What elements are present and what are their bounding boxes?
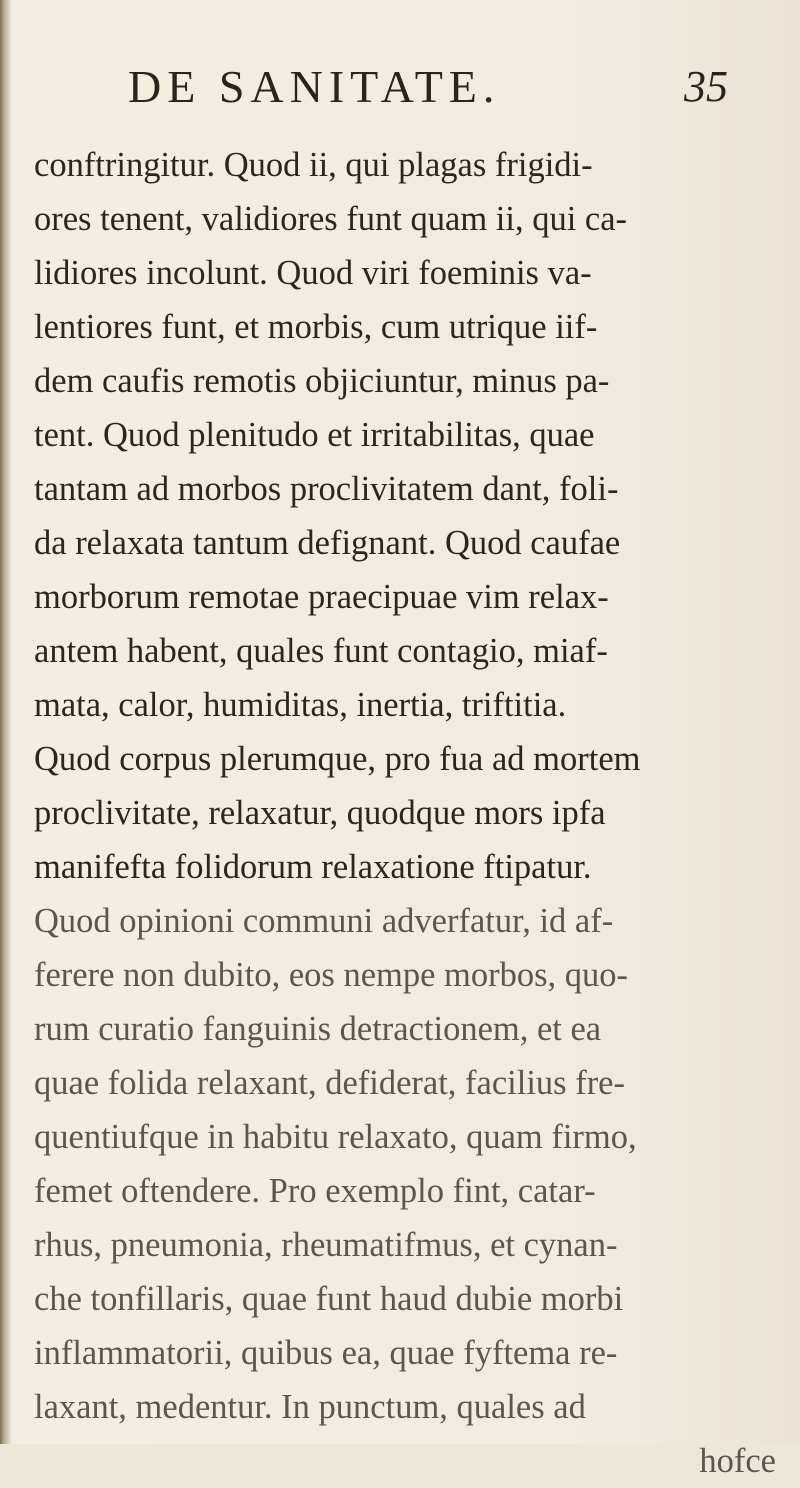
text-line: quae folida relaxant, defiderat, facilius fre- (34, 1064, 625, 1102)
text-line: Quod opinioni communi adverfatur, id af- (34, 902, 614, 940)
text-line: conftringitur. Quod ii, qui plagas frigidi- (34, 146, 593, 184)
text-line: antem habent, quales funt contagio, miaf- (34, 632, 608, 670)
running-head (128, 62, 728, 112)
text-line: dem caufis remotis objiciuntur, minus pa- (34, 362, 610, 400)
running-title: DE SANITATE. (128, 61, 501, 112)
text-line: tantam ad morbos proclivitatem dant, foli- (34, 470, 619, 508)
text-line: laxant, medentur. In punctum, quales ad (34, 1388, 586, 1426)
text-line: Quod corpus plerumque, pro fua ad mortem (34, 740, 641, 778)
text-line: da relaxata tantum defignant. Quod caufae (34, 524, 621, 562)
catchword: hofce (699, 1442, 776, 1480)
text-line: lentiores funt, et morbis, cum utrique iif- (34, 308, 598, 346)
text-line: che tonfillaris, quae funt haud dubie morbi (34, 1280, 624, 1318)
text-line: rhus, pneumonia, rheumatifmus, et cynan- (34, 1226, 618, 1264)
text-line: morborum remotae praecipuae vim relax- (34, 578, 609, 616)
text-line: manifefta folidorum relaxatione ftipatur. (34, 848, 592, 886)
text-line: tent. Quod plenitudo et irritabilitas, quae (34, 416, 595, 454)
text-line: rum curatio fanguinis detractionem, et ea (34, 1010, 602, 1048)
text-line: ferere non dubito, eos nempe morbos, quo- (34, 956, 629, 994)
text-line: ores tenent, validiores funt quam ii, qui ca- (34, 200, 628, 238)
page-gutter-shadow (0, 0, 12, 1444)
text-line: lidiores incolunt. Quod viri foeminis va- (34, 254, 592, 292)
text-line: mata, calor, humiditas, inertia, triftitia. (34, 686, 567, 724)
text-line: quentiufque in habitu relaxato, quam firmo, (34, 1118, 637, 1156)
text-line: proclivitate, relaxatur, quodque mors ipfa (34, 794, 606, 832)
text-line: femet oftendere. Pro exemplo fint, catar- (34, 1172, 596, 1210)
page-number: 35 (684, 62, 728, 111)
text-line: inflammatorii, quibus ea, quae fyftema re- (34, 1334, 618, 1372)
